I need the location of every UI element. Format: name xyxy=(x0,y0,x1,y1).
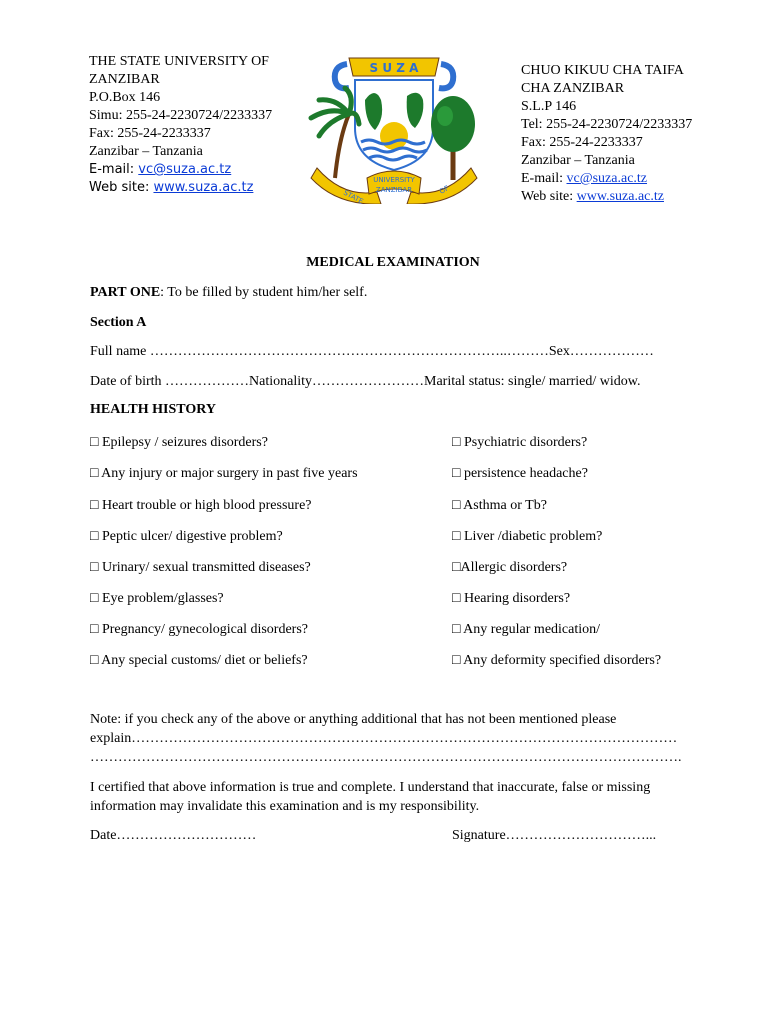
certification-paragraph xyxy=(90,778,650,816)
university-address-swahili xyxy=(521,62,692,206)
location: Zanzibar – Tanzania xyxy=(89,144,203,159)
certification-line: I certified that above information is true and complete. I understand that inaccurate, false or missing xyxy=(90,780,651,795)
university-name-sw-line1: CHUO KIKUU CHA TAIFA xyxy=(521,63,684,78)
university-address-english xyxy=(89,53,272,197)
email-row-sw xyxy=(521,170,692,188)
email-link[interactable]: vc@suza.ac.tz xyxy=(138,162,232,177)
note-explain-line[interactable]: explain……………………………………………………………………………………………………… xyxy=(90,731,678,746)
dob-nationality-field[interactable]: Date of birth ………………Nationality……………………Marital status: single/ married/ widow. xyxy=(90,374,641,389)
university-name-line1: THE STATE UNIVERSITY OF xyxy=(89,54,269,69)
logo-ring-university: UNIVERSITY xyxy=(373,176,415,184)
logo-ring-zanzibar: ZANZIBAR xyxy=(375,186,413,194)
note-paragraph xyxy=(90,710,682,767)
checkbox-item[interactable]: □ Heart trouble or high blood pressure? xyxy=(90,498,312,513)
section-a-heading: Section A xyxy=(90,315,147,330)
checkbox-item[interactable]: □ Any regular medication/ xyxy=(452,622,601,637)
signature-field[interactable]: Signature…………………………... xyxy=(452,828,657,843)
checkbox-item[interactable]: □ Peptic ulcer/ digestive problem? xyxy=(90,529,283,544)
checkbox-item[interactable]: □ Urinary/ sexual transmitted diseases? xyxy=(90,560,311,575)
suza-emblem-icon xyxy=(303,48,485,204)
university-name-line2: ZANZIBAR xyxy=(89,72,160,87)
email-label: E-mail: xyxy=(89,162,139,177)
website-link-sw[interactable]: www.suza.ac.tz xyxy=(576,189,664,204)
part-one-label: PART ONE xyxy=(90,285,161,300)
location-sw: Zanzibar – Tanzania xyxy=(521,153,635,168)
note-line: Note: if you check any of the above or anything additional that has not been mentioned please xyxy=(90,712,617,727)
health-history-heading: HEALTH HISTORY xyxy=(90,402,216,417)
phone: Simu: 255-24-2230724/2233337 xyxy=(89,108,273,123)
website-row xyxy=(89,179,272,197)
checkbox-item[interactable]: □ Liver /diabetic problem? xyxy=(452,529,603,544)
note-explain-line[interactable]: ………………………………………………………………………………………………………………. xyxy=(90,750,682,765)
full-name-field[interactable]: Full name …………………………………………………………………..………Sex……………… xyxy=(90,344,654,359)
checkbox-item[interactable]: □ Any special customs/ diet or beliefs? xyxy=(90,653,308,668)
fax: Fax: 255-24-2233337 xyxy=(89,126,211,141)
logo-banner-text: S U Z A xyxy=(369,61,419,75)
checkbox-item[interactable]: □ Any deformity specified disorders? xyxy=(452,653,662,668)
logo-ring-of: OF xyxy=(438,184,451,196)
slp-box: S.L.P 146 xyxy=(521,99,577,114)
checkbox-item[interactable]: □ Any injury or major surgery in past five years xyxy=(90,466,358,481)
website-label: Web site: xyxy=(89,180,154,195)
email-link-sw[interactable]: vc@suza.ac.tz xyxy=(566,171,648,186)
website-row-sw xyxy=(521,188,692,206)
form-title: MEDICAL EXAMINATION xyxy=(306,255,480,270)
checkbox-item[interactable]: □ Asthma or Tb? xyxy=(452,498,547,513)
website-link[interactable]: www.suza.ac.tz xyxy=(153,180,254,195)
checkbox-item[interactable]: □ persistence headache? xyxy=(452,466,588,481)
suza-logo xyxy=(303,48,485,204)
part-one-line xyxy=(90,285,367,301)
po-box: P.O.Box 146 xyxy=(89,90,161,105)
website-label-sw: Web site: xyxy=(521,189,577,204)
date-field[interactable]: Date………………………… xyxy=(90,828,257,843)
email-row xyxy=(89,161,272,179)
university-name-sw-line2: CHA ZANZIBAR xyxy=(521,81,625,96)
checkbox-item[interactable]: □ Epilepsy / seizures disorders? xyxy=(90,435,268,450)
part-one-text: : To be filled by student him/her self. xyxy=(160,285,368,300)
checkbox-item[interactable]: □Allergic disorders? xyxy=(452,560,568,575)
fax-sw: Fax: 255-24-2233337 xyxy=(521,135,643,150)
certification-line: information may invalidate this examination and is my responsibility. xyxy=(90,799,480,814)
checkbox-item[interactable]: □ Psychiatric disorders? xyxy=(452,435,588,450)
checkbox-item[interactable]: □ Eye problem/glasses? xyxy=(90,591,224,606)
logo-ring-state: STATE xyxy=(342,188,365,204)
tel: Tel: 255-24-2230724/2233337 xyxy=(521,117,693,132)
checkbox-item[interactable]: □ Pregnancy/ gynecological disorders? xyxy=(90,622,308,637)
email-label-sw: E-mail: xyxy=(521,171,567,186)
checkbox-item[interactable]: □ Hearing disorders? xyxy=(452,591,571,606)
